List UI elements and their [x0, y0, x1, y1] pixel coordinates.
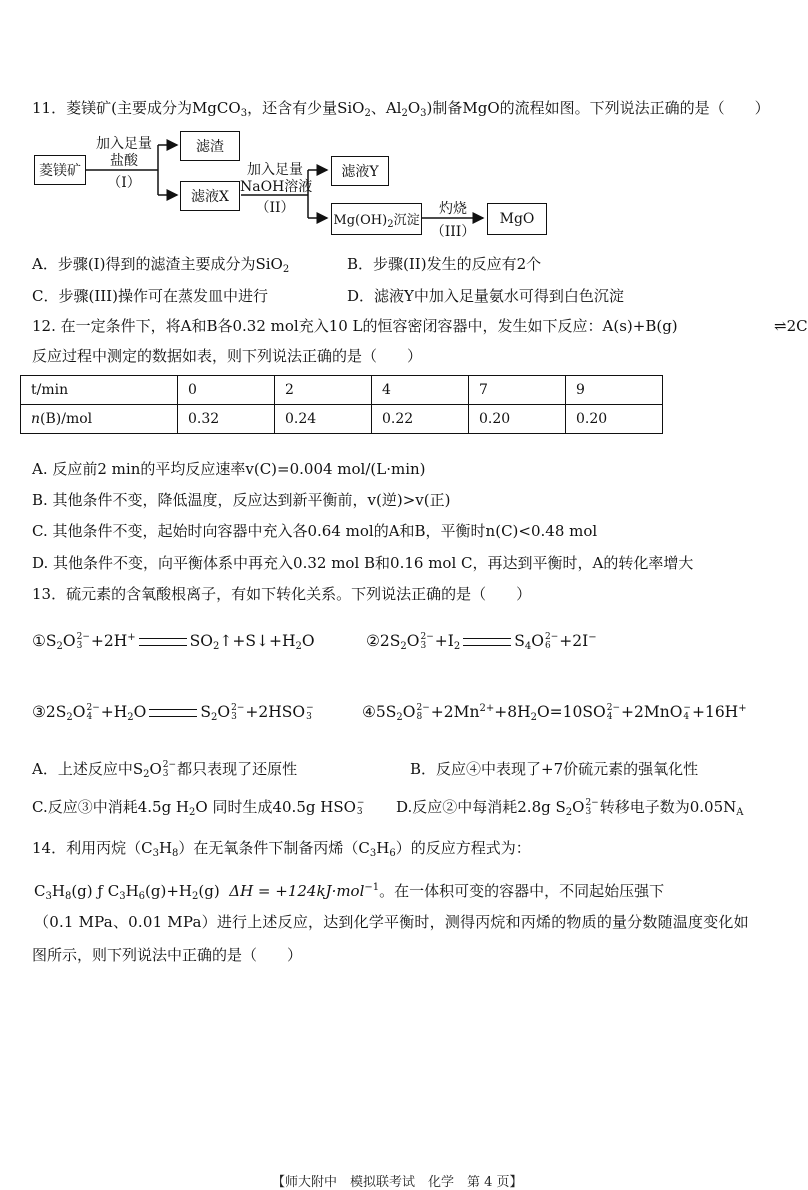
table-cell: 7 — [469, 376, 566, 405]
q14-equation: $C_3H_8(g)$ ƒ $C_3H_6(g)+H_2(g) \Delta H = +124kJ\cdot mol^{-1}$。在一体积可变的容器中，不同起始压强下 — [34, 882, 665, 902]
q12-option-c: C. 其他条件不变，起始时向容器中充入各0.64 mol的A和B，平衡时n(C)<0.48 mol — [32, 522, 598, 540]
q11-option-c: C．步骤(III)操作可在蒸发皿中进行 — [32, 287, 268, 305]
reagent3: 灼烧 — [439, 201, 467, 217]
table-cell: 4 — [372, 376, 469, 405]
q13-equation-3: $③2S_2O$ 2− 4 $+H_2O$ $S_2O$ 2− 3 +2HSO − 3 — [32, 703, 314, 723]
table-cell: 0.22 — [372, 405, 469, 434]
q14-stem-line4: 图所示，则下列说法中正确的是（ ） — [32, 946, 303, 964]
table-row — [21, 405, 663, 434]
q13-option-d: D.反应②中每消耗2.8g $S_2O$ 2− 3 转移电子数为$0.05N_A$ — [396, 798, 744, 818]
q12-option-d: D. 其他条件不变，向平衡体系中再充入0.32 mol B和0.16 mol C，再达到平衡时，A的转化率增大 — [32, 554, 694, 572]
filtrate-x-box: 滤液X — [180, 181, 240, 211]
precipitate-box: $Mg(OH)_2$沉淀 — [331, 203, 422, 235]
q13-option-c: C.反应③中消耗4.5g $H_2O$ 同时生成40.5g HSO − 3 — [32, 798, 365, 818]
q11-option-a: A．步骤(I)得到的滤渣主要成分为SiO$_2$ — [32, 255, 290, 275]
table-cell: 0.24 — [275, 405, 372, 434]
reagent1: 加入足量 盐酸 — [96, 136, 152, 169]
q12-stem-line2: 反应过程中测定的数据如表，则下列说法正确的是（ ） — [32, 347, 423, 365]
q11-option-b: B．步骤(II)发生的反应有2个 — [347, 255, 542, 273]
q12-stem-line1: 12. 在一定条件下，将A和B各0.32 mol充入10 L的恒容密闭容器中，发生如下反应：A(s)+B(g) ⇌2C — [32, 317, 808, 335]
filtrate-y-box: 滤液Y — [331, 156, 389, 186]
step2-label: （II） — [255, 200, 295, 216]
ore-box: 菱镁矿 — [34, 155, 86, 185]
table-cell: t/min — [21, 376, 178, 405]
q14-stem-line3: （0.1 MPa、0.01 MPa）进行上述反应，达到化学平衡时，测得丙烷和丙烯的物质的量分数随温度变化如 — [34, 913, 749, 931]
q13-equation-2: $②2S_2O$ 2− 3 $+I_2$ $S_4O$ 2− 6 +2I− — [366, 632, 597, 652]
q13-option-a: A．上述反应中$S_2O$ 2− 3 都只表现了还原性 — [32, 760, 298, 780]
table-cell: 9 — [566, 376, 663, 405]
q12-option-a: A. 反应前2 min的平均反应速率v(C)=0.004 mol/(L·min) — [32, 460, 426, 478]
q13-equation-1: $①S_2O$ 2− 3 +2H+ $SO_2↑+S↓+H_2O$ — [32, 632, 315, 652]
table-cell: n(B)/mol — [21, 405, 178, 434]
table-row — [21, 376, 663, 405]
step1-label: （I） — [107, 175, 141, 191]
table-cell: 2 — [275, 376, 372, 405]
table-cell: 0.32 — [178, 405, 275, 434]
product-box: MgO — [487, 203, 547, 235]
q11-stem: 11．菱镁矿(主要成分为MgCO$_3$，还含有少量SiO$_2$、$Al_2O_3$)制备MgO的流程如图。下列说法正确的是（ ） — [32, 99, 770, 119]
q13-equation-4: $④5S_2O$ 2− 8 $+2Mn^{2+}+8H_2O=10SO$ 2− 4 +2MnO − 4 +16H+ — [362, 703, 747, 723]
q13-stem: 13．硫元素的含氧酸根离子，有如下转化关系。下列说法正确的是（ ） — [32, 585, 532, 603]
q12-option-b: B. 其他条件不变，降低温度，反应达到新平衡前，v(逆)>v(正) — [32, 491, 451, 509]
table-cell: 0.20 — [469, 405, 566, 434]
reagent2: 加入足量 NaOH溶液 — [240, 162, 313, 195]
table-cell: 0.20 — [566, 405, 663, 434]
q11-option-d: D．滤液Y中加入足量氨水可得到白色沉淀 — [347, 287, 624, 305]
q12-data-table — [20, 375, 663, 434]
q14-stem-line1: 14．利用丙烷$(C_3H_8)$在无氧条件下制备丙烯$(C_3H_6)$的反应方程式为： — [32, 839, 531, 859]
page-footer: 【师大附中 模拟联考试 化学 第 4 页】 — [272, 1175, 523, 1190]
step3-label: （III） — [430, 224, 476, 240]
q13-option-b: B．反应④中表现了+7价硫元素的强氧化性 — [410, 760, 699, 778]
residue-box: 滤渣 — [180, 131, 240, 161]
table-cell: 0 — [178, 376, 275, 405]
